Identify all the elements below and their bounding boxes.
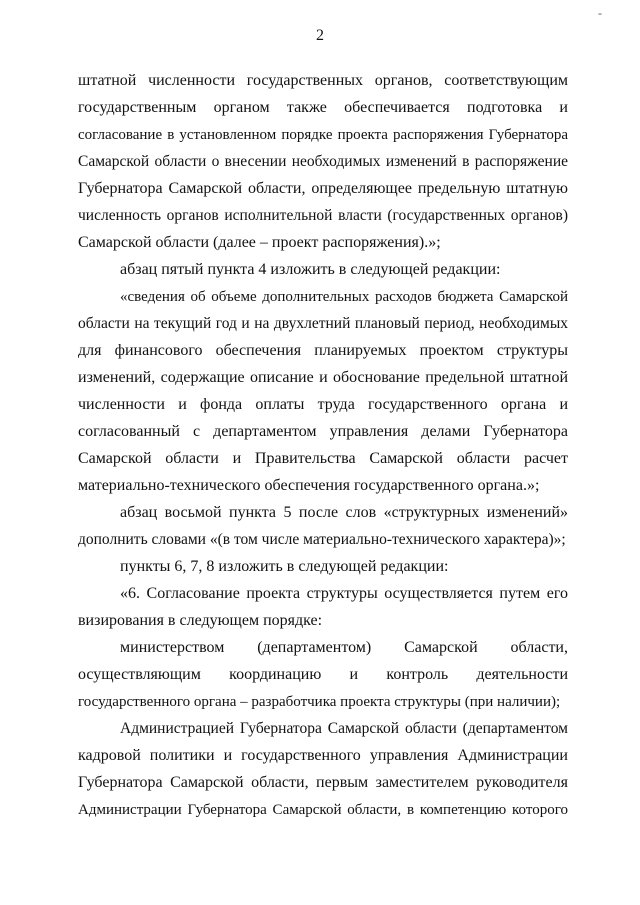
text-line: Самарской области (далее – проект распоряжения).»; (78, 234, 441, 251)
text-line: согласованный с департаментом управления делами Губернатора (78, 423, 568, 440)
text-line: для финансового обеспечения планируемых проектом структуры (78, 342, 568, 359)
text-line: «6. Согласование проекта структуры осуществляется путем его (120, 585, 568, 602)
text-line: пункты 6, 7, 8 изложить в следующей редакции: (120, 558, 449, 575)
text-line: материально-технического обеспечения государственного органа.»; (78, 477, 540, 494)
text-line: области на текущий год и на двухлетний плановый период, необходимых (78, 315, 568, 332)
text-line: Губернатора Самарской области, первым заместителем руководителя (78, 774, 568, 791)
text-line: государственного органа – разработчика проекта структуры (при наличии); (78, 694, 561, 710)
text-line: Администрации Губернатора Самарской области, в компетенцию которого (78, 802, 568, 818)
text-line: штатной численности государственных органов, соответствующим (78, 72, 568, 89)
text-line: абзац пятый пункта 4 изложить в следующей редакции: (120, 261, 501, 278)
corner-mark: - (598, 6, 602, 20)
text-line: согласование в установленном порядке проекта распоряжения Губернатора (78, 127, 568, 143)
text-line: численности и фонда оплаты труда государственного органа и (78, 396, 568, 413)
text-line: изменений, содержащие описание и обоснование предельной штатной (78, 369, 568, 386)
text-line: визирования в следующем порядке: (78, 612, 323, 629)
text-line: Самарской области и Правительства Самарской области расчет (78, 450, 568, 467)
page-number: 2 (316, 27, 324, 44)
text-line: министерством (департаментом) Самарской области, (120, 639, 568, 656)
text-line: осуществляющим координацию и контроль деятельности (78, 666, 568, 683)
text-line: государственным органом также обеспечивается подготовка и (78, 99, 568, 116)
text-line: Администрацией Губернатора Самарской области (департаментом (120, 720, 568, 737)
text-line: Самарской области о внесении необходимых изменений в распоряжение (78, 153, 568, 170)
text-line: дополнить словами «(в том числе материально-технического характера)»; (78, 531, 566, 548)
text-line: абзац восьмой пункта 5 после слов «структурных изменений» (120, 504, 568, 521)
text-line: численность органов исполнительной власти (государственных органов) (78, 207, 568, 224)
text-line: кадровой политики и государственного управления Администрации (78, 747, 568, 764)
text-line: «сведения об объеме дополнительных расходов бюджета Самарской (120, 289, 568, 305)
text-line: Губернатора Самарской области, определяющее предельную штатную (78, 180, 568, 197)
